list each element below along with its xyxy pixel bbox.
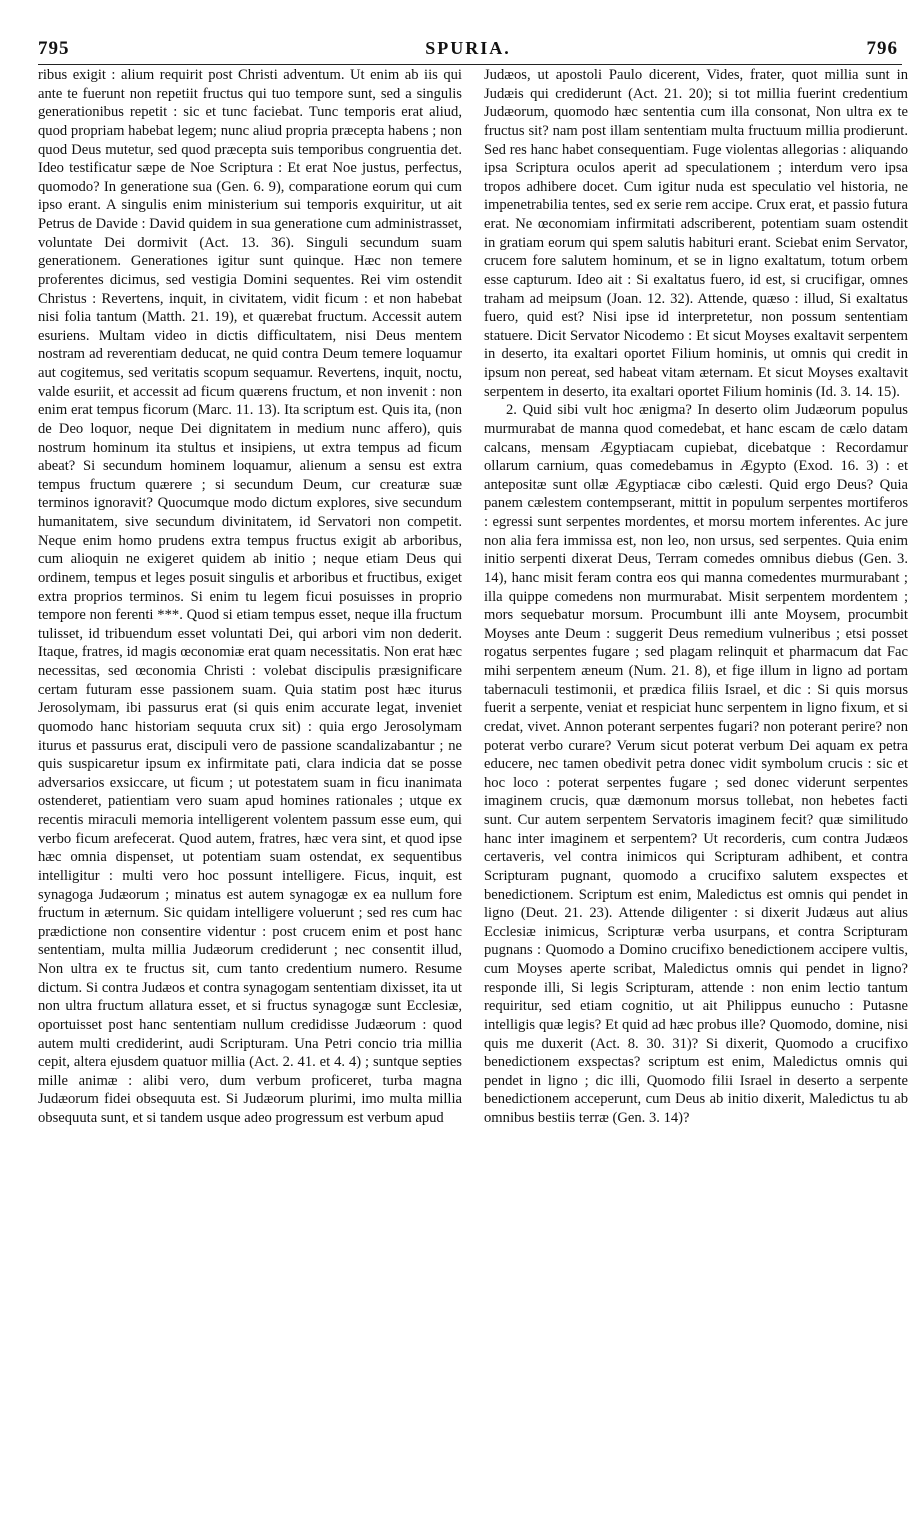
running-header [38, 38, 898, 64]
left-column [38, 66, 462, 1516]
right-page-number: 796 [866, 38, 898, 59]
header-rule [38, 64, 902, 65]
left-column-paragraph: ribus exigit : alium requirit post Christi adventum. Ut enim ab iis qui ante te fuerunt non repetiit fructus qui tuo tempore sunt, sed a singulis generationibus repetit : sic et tunc faciebat. Tunc temporis erat aliud, quod propriam habebat legem; nunc aliud propria præcepta habens ; non quod Deus mutetur, sed quod præcepta suis temporibus congruentia det. Ideo testificatur sæpe de Noe Scriptura : Et erat Noe justus, perfectus, quomodo? In generatione sua (Gen. 6. 9), comparatione eorum qui cum ipso erant. A singulis enim ministerium sui temporis exquiritur, ut ait Petrus de Davide : David quidem in sua generatione cum administrasset, voluntate Dei dormivit (Act. 13. 36). Singuli secundum suam generationem. Generationes igitur sunt quinque. Hæc non temere proferentes dicimus, sed vestigia Domini sequentes. Rei vim ostendit Christus : Revertens, inquit, in civitatem, vidit ficum : et non habebat nisi folia tantum (Matth. 21. 19), et quærebat fructum. Accessit autem esuriens. Multam video in dictis difficultatem, nisi Deus mentem nostram ad reverentiam deducat, ne quid contra Deum temere loquamur aut cogitemus, sed veritatis scopum sequamur. Revertens, inquit, noctu, valde esuriit, et accessit ad ficum quærens fructum, et non invenit : non enim erat tempus ficorum (Marc. 11. 13). Ita scriptum est. Quis ita, (non de Deo loquor, neque Dei dignitatem in medium nunc affero), quis nostrum hominum ita stultus et insipiens, ut extra tempus ad ficum abeat? Si secundum hominem loquamur, alienum a sensu est extra tempus fructum quærere ; si secundum Deum, cur creaturæ suæ terminos ignoravit? Quocumque modo dictum explores, sive secundum humanitatem, sive secundum divinitatem, id Servatori non competit. Neque enim homo prudens extra tempus fructus exigit ab arboribus, cum alioquin ne exigeret quidem ab initio ; neque etiam Deus qui ordinem, tempus et leges posuit singulis et arboribus et fructibus, exiget extra proprios terminos. Si enim tu legem ficui posuisses in proprio tempore non ferenti ***. Quod si etiam tempus esset, neque illa fructum tulisset, id tribuendum esset voluntati Dei, qui arbori vim non dederit. Itaque, fratres, id magis œconomiæ erat quam necessitatis. Non erat hæc necessitas, sed œconomia Christi : volebat discipulis præsignificare certam futuram esse passionem suam. Quia statim post hæc iturus Jerosolymam, ibi passurus erat (si quis enim accurate legat, inveniet quomodo hanc historiam sequuta crux sit) : quia ergo Jerosolymam iturus et passurus erat, discipuli vero de passione scandalizabantur ; ne quis suspicaretur ipsum ex infirmitate pati, clara indicia dat se posse adversarios exsiccare, ut ficum ; ut potestatem suam in ficu inanimata ostenderet, patientiam vero suam apud homines rationales ; utque ex recentis miraculi memoria intelligerent volentem passum esse eum, qui verbo ficum arefecerat. Quod autem, fratres, hæc vera sint, et quod ipse hæc omnia dispenset, ut potentiam suam ostendat, ex sequentibus intelligitur : multi vero hoc possunt intelligere. Ficus, inquit, est synagoga Judæorum ; minatus est autem synagogæ ex ea nullum fore fructum in æternum. Sic quidam intelligere voluerunt ; sed res cum hac prædictione non consentire videntur : post crucem enim et post hanc sententiam, multa millia Judæorum crediderunt ; nec consentit illud, Non ultra ex te fructus sit, cum tanto credentium numero. Resume dictum. Si contra Judæos et contra synagogam sententiam dixisset, ita ut non ultra fructum allatura esset, et si fructus synagogæ sunt Ecclesiæ, oportuisset post hanc sententiam nullum credidisse Judæorum : quod autem multi crediderint, audi Scripturam. Una Petri concio tria millia cepit, altera ejusdem quatuor millia (Act. 2. 41. et 4. 4) ; suntque septies mille animæ : alibi vero, dum verbum proficeret, turba magna Judæorum fidei obsequuta est. Si Judæorum plurimi, imo multa millia obsequuta sunt, et si tandem usque adeo progressum est verbum apud [38, 67, 462, 1126]
right-column-paragraph: Judæos, ut apostoli Paulo dicerent, Vides, frater, quot millia sunt in Judæis qui crediderunt (Act. 21. 20); si tot millia fuerint credentium Judæorum, quomodo hæc sententia cum illa consonat, Non ultra ex te fructus sit? nam post illam sententiam multa fructuum millia prodierunt. Sed res hanc habet consequentiam. Fuge violentas allegorias : aliquando ipsa Scriptura oculos aperit ad speculationem ; interdum vero ipsa tropos adhibere docet. Cum igitur nuda est speculatio vel historia, ne impenetrabilia tentes, sed ex serie rem accipe. Crux erat, et passio futura erat. Ne œconomiam infirmitati adscriberent, potentiam suam ostendit in gratiam eorum qui spem salutis habituri erant. Sciebat enim Servator, crucem fore salutem hominum, et se in ligno exaltatum, totum orbem esse capturum. Ideo ait : Si exaltatus fuero, id est, si crucifigar, omnes traham ad meipsum (Joan. 12. 32). Attende, quæso : illud, Si exaltatus fuero, quid est? Nisi ipse id interpretetur, non possum sententiam statuere. Dicit Servator Nicodemo : Et sicut Moyses exaltavit serpentem in deserto, ita exaltari oportet Filium hominis, ut omnis qui credit in ipsum non pereat, sed habeat vitam æternam. Et sicut Moyses exaltavit serpentem in deserto, ita exaltari oportet Filium hominis (Id. 3. 14. 15). [484, 67, 908, 400]
left-page-number: 795 [38, 38, 70, 59]
running-title: SPURIA. [425, 38, 511, 58]
right-column [484, 66, 908, 1516]
right-column-paragraph-numbered: 2. Quid sibi vult hoc ænigma? In deserto olim Judæorum populus murmurabat de manna quod comedebat, et hanc escam de cælo datam calcans, mensam Ægyptiacam cupiebat, dicebatque : Recordamur ollarum carnium, quas comedebamus in Ægypto (Exod. 16. 3) : et antepositæ sunt ollæ Ægyptiacæ cibo cælesti. Quid ergo Deus? Quia panem cælestem contempserant, mittit in populum serpentes mortiferos : egressi sunt serpentes mordentes, et morsu mortem inferentes. Ac jure non alia fera immissa est, non leo, non ursus, sed serpentes. Quia enim initio serpenti dixerat Deus, Terram comedes omnibus diebus (Gen. 3. 14), hanc misit feram contra eos qui manna comedentes murmurabant ; illa quippe comedens non murmurabat. Misit serpentem mordentem ; mors sequebatur morsum. Procumbunt illi ante Moysem, procumbit Moyses ante Deum : suggerit Deus remedium vulneribus ; etsi posset rogatus serpentes fugare ; sed plagam relinquit et pharmacum dat Fac mihi serpentem æneum (Num. 21. 8), et fige illum in ligno ad portam tabernaculi testimonii, et prædica filiis Israel, et dic : Si quis morsus fuerit a serpente, veniat et respiciat hunc serpentem in ligno fixum, et si credat, vivet. Annon poterant serpentes fugari? non poterant perire? non poterat verbo curare? Verum sicut poterat verbum Dei aquam ex petra educere, nec tamen obedivit petra donec vidit symbolum crucis : sic et hoc loco : poterat serpentes fugare ; sed donec viderunt serpentes imaginem crucis, quæ dæmonum morsus tollebat, non hebetes facti sunt. Cur autem serpentem Servatoris imaginem fecit? quæ similitudo hanc inter imaginem et serpentem? Ut recorderis, cum contra Judæos certaveris, vel contra inimicos qui Scripturam adhibent, et contra Scripturam pugnant, quomodo a crucifixo salutem exspectes et benedictionem. Scriptum est enim, Maledictus est omnis qui pendet in ligno (Deut. 21. 23). Attende diligenter : si dixerit Judæus aut alius Ecclesiæ inimicus, Scripturæ verba usurpans, et contra Scripturam pugnans : Quomodo a Domino crucifixo benedictionem accipere vultis, cum Moyses aperte scribat, Maledictus omnis qui pendet in ligno? responde illi, Si legis Scripturam, attende : non enim lectio tantum requiritur, sed etiam cognitio, ut ait Philippus eunucho : Putasne intelligis quæ legis? Et quid ad hæc probus ille? Quomodo, domine, nisi quis me duxerit (Act. 8. 30. 31)? Si dixerit, Quomodo a crucifixo benedictionem exspectas? scriptum est enim, Maledictus omnis qui pendet in ligno ; dic illi, Quomodo filii Israel in deserto a serpente benedictionem acceperunt, cum Deus ab initio dixerit, Maledictus tu ab omnibus bestiis terræ (Gen. 3. 14)? [484, 402, 908, 1126]
